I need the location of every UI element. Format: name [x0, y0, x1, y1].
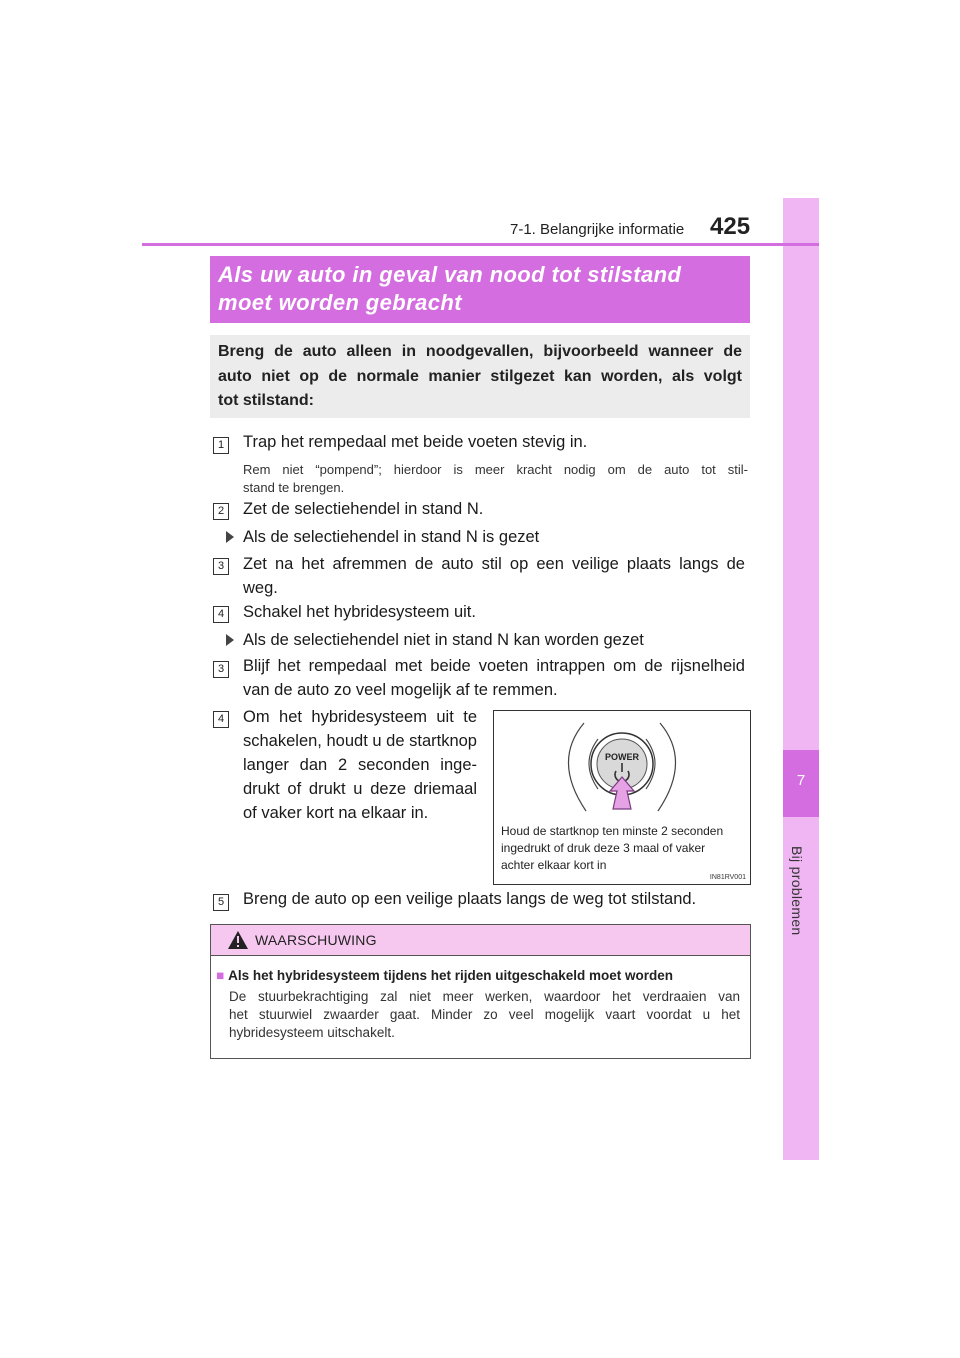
step-4b-line-1: Om het hybridesysteem uit te — [243, 708, 477, 726]
step-3a-line-2: weg. — [243, 579, 278, 597]
case-marker-icon — [226, 634, 234, 646]
step-number-1: 1 — [213, 437, 229, 454]
chapter-title: Bij problemen — [789, 846, 805, 936]
figure-caption-line-1: Houd de startknop ten minste 2 seconden — [501, 824, 724, 838]
figure-code: IN81RV001 — [709, 874, 746, 881]
intro-line-1: Breng de auto alleen in noodgevallen, bijvoorbeeld wanneer de — [218, 343, 742, 360]
warning-box — [210, 924, 751, 1059]
step-5-text: Breng de auto op een veilige plaats langs de weg tot stilstand. — [243, 890, 697, 908]
step-number-3b: 3 — [213, 661, 229, 678]
heading-line-1: Als uw auto in geval van nood tot stilstand — [218, 262, 682, 287]
power-button-label: POWER — [604, 752, 639, 762]
step-number-5: 5 — [213, 894, 229, 911]
step-number-4a: 4 — [213, 606, 229, 623]
intro-box — [210, 335, 750, 418]
intro-line-3: tot stilstand: — [218, 392, 314, 409]
warning-triangle-icon — [227, 930, 249, 950]
step-2-text: Zet de selectiehendel in stand N. — [243, 500, 484, 518]
section-title: 7-1. Belangrijke informatie — [510, 221, 685, 238]
case-marker-icon — [226, 531, 234, 543]
step-number-4b: 4 — [213, 711, 229, 728]
warning-line-2: het stuurwiel zwaarder gaat. Minder zo veel mogelijk vaart voordat u het — [229, 1007, 740, 1022]
step-3a-line-1: Zet na het afremmen de auto stil op een veilige plaats langs de — [243, 555, 745, 573]
page-number: 425 — [710, 213, 751, 240]
warning-label: WAARSCHUWING — [255, 932, 377, 948]
chapter-number-box — [783, 750, 819, 817]
bullet-square-icon: ■ — [216, 968, 225, 983]
case-n-heading: Als de selectiehendel in stand N is gezet — [243, 528, 540, 546]
warning-bullet-title-text: Als het hybridesysteem tijdens het rijden uitgeschakeld moet worden — [228, 968, 674, 983]
step-3b-line-2: van de auto zo veel mogelijk af te remmen. — [243, 681, 558, 699]
step-4b-line-3: langer dan 2 seconden inge- — [243, 756, 477, 774]
step-3b-line-1: Blijf het rempedaal met beide voeten intrappen om de rijsnelheid — [243, 657, 745, 675]
heading-line-2: moet worden gebracht — [218, 290, 462, 315]
step-4b-line-2: schakelen, houdt u de startknop — [243, 732, 477, 750]
power-button-illustration — [494, 711, 750, 821]
warning-line-1: De stuurbekrachtiging zal niet meer werken, waardoor het verdraaien van — [229, 989, 740, 1004]
warning-header — [211, 925, 750, 956]
step-4b-line-4: drukt of drukt u deze driemaal — [243, 780, 477, 798]
header-divider — [142, 243, 819, 246]
chapter-number: 7 — [796, 772, 806, 789]
section-heading-box — [210, 256, 750, 323]
step-1-note-line-1: Rem niet “pompend”; hierdoor is meer kracht nodig om de auto tot stil- — [243, 462, 748, 477]
step-1-note-line-2: stand te brengen. — [243, 480, 345, 495]
step-1-text: Trap het rempedaal met beide voeten stevig in. — [243, 433, 588, 451]
warning-bullet-title — [216, 968, 673, 983]
step-4b-line-5: of vaker kort na elkaar in. — [243, 804, 429, 822]
step-number-2: 2 — [213, 503, 229, 520]
figure-caption-line-2: ingedrukt of druk deze 3 maal of vaker — [501, 841, 706, 855]
warning-line-3: hybridesysteem uitschakelt. — [229, 1025, 395, 1040]
case-not-n-heading: Als de selectiehendel niet in stand N kan worden gezet — [243, 631, 644, 649]
power-button-figure — [493, 710, 751, 885]
figure-caption-line-3: achter elkaar kort in — [501, 858, 607, 872]
intro-line-2: auto niet op de normale manier stilgezet kan worden, als volgt — [218, 368, 742, 385]
chapter-side-tab — [783, 198, 819, 1160]
step-4a-text: Schakel het hybridesysteem uit. — [243, 603, 476, 621]
step-number-3a: 3 — [213, 558, 229, 575]
